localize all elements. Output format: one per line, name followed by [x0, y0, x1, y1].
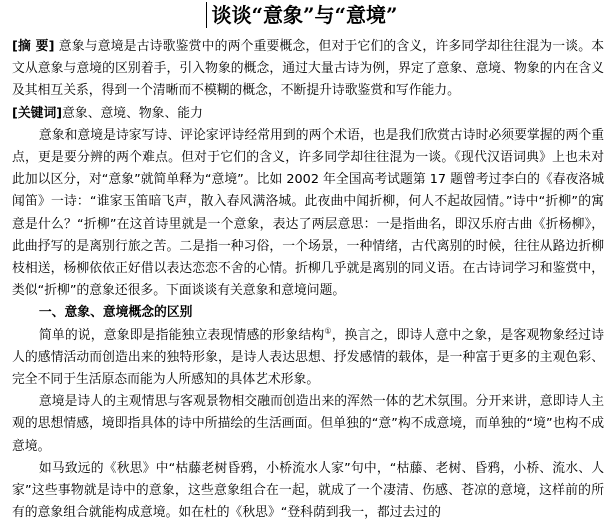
section-paragraph-1-text-a: 简单的说，意象即是指能独立表现情感的形象结构 — [38, 327, 325, 343]
abstract-text: 意象与意境是古诗歌鉴赏中的两个重要概念，但对于它们的含义，许多同学却往往混为一谈。本文从意象与意境的区别着手，引入物象的概念，通过大量古诗为例，界定了意象、意境、物象的内在含义及其相互关系，得到一个清晰而不模糊的概念，不断提升诗歌鉴赏和写作能力。 — [12, 39, 605, 99]
article-title: 谈谈“意象”与“意境” — [206, 2, 401, 28]
keywords-text: 意象、意境、物象、能力 — [62, 105, 203, 121]
title-container — [0, 2, 608, 28]
footnote-marker: ① — [324, 326, 332, 336]
section-paragraph-2: 意境是诗人的主观情思与客观景物相交融而创造出来的浑然一体的艺术氛围。分开来讲，意即诗人主观的思想情感，境即指具体的诗中所描绘的生活画面。但单独的“意”构不成意境，而单独的“境”也构不成意境。 — [12, 394, 604, 454]
article-body — [12, 36, 604, 524]
keywords-paragraph — [12, 103, 604, 125]
abstract-paragraph — [12, 36, 604, 103]
keywords-label: [关键词] — [12, 105, 63, 121]
section-heading: 一、意象、意境概念的区别 — [38, 305, 193, 321]
intro-paragraph: 意象和意境是诗家写诗、评论家评诗经常用到的两个术语，也是我们欣赏古诗时必须要掌握的两个重点，更是要分辨的两个难点。但对于它们的含义，许多同学却往往混为一谈。《现代汉语词典》上也未对此加以区分，对“意象”就简单释为“意境”。比如 2002 年全国高考试题第 17 题曾考过李白的《春夜洛城闻笛》一诗：“谁家玉笛暗飞声，散入春风满洛城。此夜曲中闻折柳，何人不起故园情。”诗中“折柳”的寓意是什么？“折柳”在这首诗里就是一个意象，表达了两层意思：一是指曲名，即汉乐府古曲《折杨柳》，此曲抒写的是离别行旅之苦。二是指一种习俗，一个场景，一种情绪，古代离别的时候，往往从路边折柳枝相送，杨柳依依正好借以表达恋恋不舍的心情。折柳几乎就是离别的同义语。在古诗词学习和鉴赏中，类似“折柳”的意象还很多。下面谈谈有关意象和意境问题。 — [12, 127, 604, 299]
section-paragraph-1-text-b: ，换言之，即诗人意中之象，是客观物象经过诗人的感情活动而创造出来的独特形象，是诗人表达思想、抒发感情的载体，是一种富于更多的主观色彩、完全不同于生活原态而能为人所感知的具体艺术形象。 — [12, 327, 605, 388]
section-paragraph-3: 如马致远的《秋思》中“枯藤老树昏鸦，小桥流水人家”句中，“枯藤、老树、昏鸦，小桥、流水、人家”这些事物就是诗中的意象，这些意象组合在一起，就成了一个凄清、伤感、苍凉的意境，这样前的所有的意象组合就能构成意境。如在杜的《秋思》“登科荫到我一，都过去过的 — [12, 460, 604, 521]
section-paragraph-1 — [12, 325, 604, 392]
abstract-label: [摘 要] — [12, 39, 55, 54]
